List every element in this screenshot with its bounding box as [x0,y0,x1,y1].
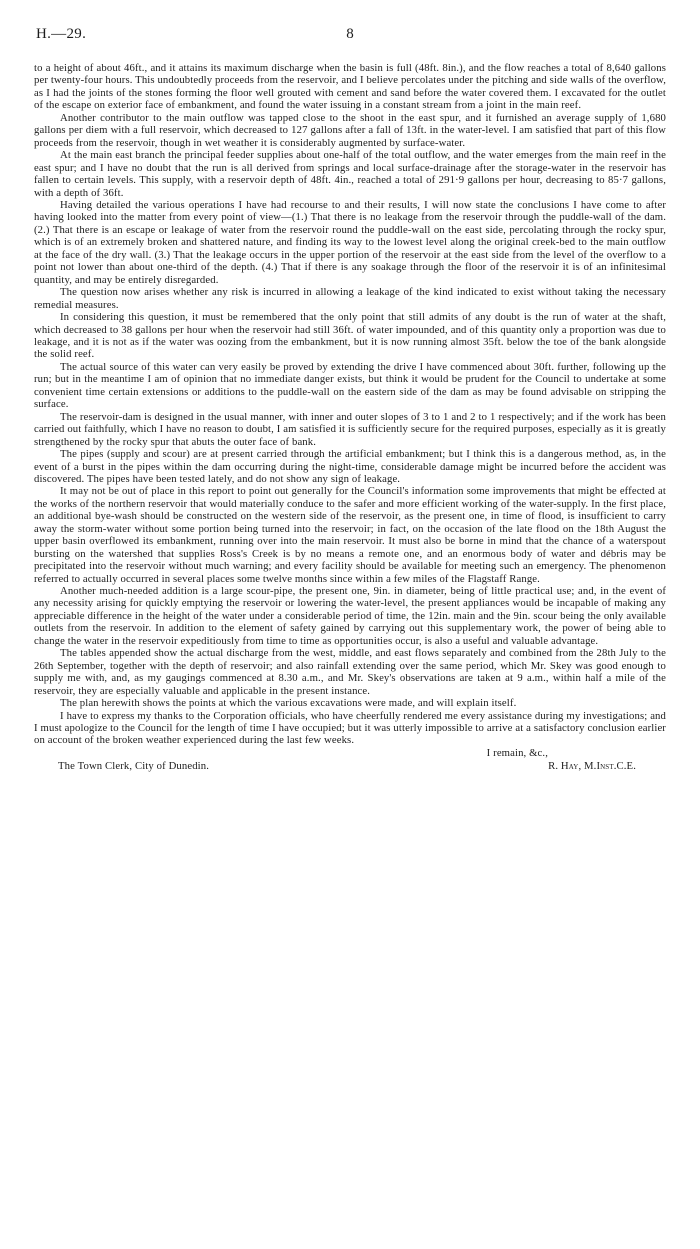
paragraph: Having detailed the various operations I have had recourse to and their results, I will now state the conclusions I have come to after having looked into the matter from every point of view—(1.) That there is no leakage from the reservoir through the puddle-wall of the dam. (2.) That there is an escape or leakage of water from the reservoir round the puddle-wall on the east side, percolating through the rocky spur, which is of an extremely broken and shattered nature, and finding its way to the lowest level along the original creek-bed to the main outflow at the face of the dry wall. (3.) That the leakage occurs in the upper portion of the reservoir at the east side from the level of the overflow to a point not lower than about one-third of the depth. (4.) That if there is any soakage through the floor of the reservoir it is of an infinitesimal quantity, and may be entirely disregarded. [34,198,666,286]
paragraph: It may not be out of place in this report to point out generally for the Council's information some improvements that might be effected at the works of the northern reservoir that would materially conduce to the safer and more efficient working of the water-supply. In the first place, an additional bye-wash should be constructed on the western side of the reservoir, as the present one, in time of flood, is insufficient to carry away the storm-water without some portion being turned into the reservoir; in fact, on the occasion of the late flood on the 18th August the upper basin overflowed its embankment, running over into the main reservoir. It must also be borne in mind that the chance of a waterspout bursting on the watershed that supplies Ross's Creek is by no means a remote one, and an enormous body of water and débris may be precipitated into the reservoir without much warning; and every facility should be available for meeting such an emergency. The phenomenon referred to actually occurred in several places some twelve months since within a few miles of the Flagstaff Range. [34,485,666,585]
signature: R. Hay, M.Inst.C.E. [548,760,636,773]
paragraph: I have to express my thanks to the Corporation officials, who have cheerfully rendered me every assistance during my investigations; and I must apologize to the Council for the length of time I have occupied; but it was utterly impossible to arrive at a satisfactory conclusion earlier on account of the broken weather experienced during the last few weeks. [34,709,666,747]
paragraph: The reservoir-dam is designed in the usual manner, with inner and outer slopes of 3 to 1 and 2 to 1 respectively; and if the work has been carried out faithfully, which I have no reason to doubt, I am satisfied it is sufficiently secure for the required purposes, especially as it is greatly strengthened by the rocky spur that abuts the outer face of bank. [34,410,666,448]
valediction: I remain, &c., [486,746,548,759]
paragraph: to a height of about 46ft., and it attains its maximum discharge when the basin is full (48ft. 8in.), and the flow reaches a total of 8,640 gallons per twenty-four hours. This undoubtedly proceeds from the reservoir, and I believe percolates under the pitching and side walls of the overflow, as I had the joints of the stones forming the floor well grouted with cement and sand before the water covered them. I excavated for the outlet of the escape on exterior face of embankment, and found the water issuing in a constant stream from a joint in the main reef. [34,62,666,112]
page-number: 8 [346,26,354,42]
paragraph: In considering this question, it must be remembered that the only point that still admits of any doubt is the run of water at the shaft, which decreased to 38 gallons per hour when the reservoir had still 36ft. of water impounded, and of this quantity only a proportion was due to leakage, and it is not as if the water was oozing from the embankment, but it is now running almost 35ft. below the toe of the bank alongside the solid reef. [34,311,666,361]
paragraph: The actual source of this water can very easily be proved by extending the drive I have commenced about 30ft. further, following up the run; but in the meantime I am of opinion that no immediate danger exists, but think it would be prudent for the Council to undertake at some convenient time certain extensions or additions to the puddle-wall on the eastern side of the dam as may be found advisable on stripping the surface. [34,360,666,411]
paragraph: The plan herewith shows the points at which the various excavations were made, and will explain itself. [60,697,517,710]
paragraph: The pipes (supply and scour) are at present carried through the artificial embankment; but I think this is a dangerous method, as, in the event of a burst in the pipes within the dam occurring during the night-time, considerable damage might be incurred before the accident was discovered. The pipes have been tested lately, and do not show any sign of leakage. [34,448,666,485]
document-reference: H.—29. [36,26,87,42]
page-header [36,26,664,48]
signoff-row [34,760,666,774]
addressee: The Town Clerk, City of Dunedin. [58,760,210,773]
paragraph: The tables appended show the actual discharge from the west, middle, and east flows separately and combined from the 28th July to the 26th September, together with the depth of reservoir; and also rainfall extending over the same period, which Mr. Skey was good enough to supply me with, and, as my gaugings commenced at 8.30 a.m., and Mr. Skey's observations are taken at 9 a.m., within half a mile of the reservoir, they are especially valuable and applicable in the present instance. [34,647,666,697]
paragraph: At the main east branch the principal feeder supplies about one-half of the total outflow, and the water emerges from the main reef in the east spur; and I have no doubt that the run is all derived from springs and local surface-drainage after the storage-water in the reservoir has fallen to certain levels. This supply, with a reservoir depth of 48ft. 4in., reached a total of 291·9 gallons per hour, decreasing to 85·7 gallons, with a depth of 36ft. [34,149,666,199]
report-body [34,62,666,774]
paragraph: Another much-needed addition is a large scour-pipe, the present one, 9in. in diameter, being of little practical use; and, in the event of any necessity arising for quickly emptying the reservoir or lowering the water-level, the present appliances would be incapable of making any appreciable difference in the height of the water under a considerable period of time, the 12in. main and the 9in. scour being the only available outlets from the reservoir. In addition to the element of safety gained by carrying out this supplementary work, the power of being able to change the water in the reservoir expeditiously from time to time as opportunities occur, is also a useful and valuable advantage. [34,585,666,647]
paragraph: The question now arises whether any risk is incurred in allowing a leakage of the kind indicated to exist without taking the necessary remedial measures. [34,286,666,311]
paragraph: Another contributor to the main outflow was tapped close to the shoot in the east spur, and it furnished an average supply of 1,680 gallons per diem with a full reservoir, which decreased to 127 gallons after a fall of 13ft. in the water-level. I am satisfied that part of this flow proceeds from the reservoir, though in wet weather it is considerably augmented by surface-water. [34,111,666,149]
